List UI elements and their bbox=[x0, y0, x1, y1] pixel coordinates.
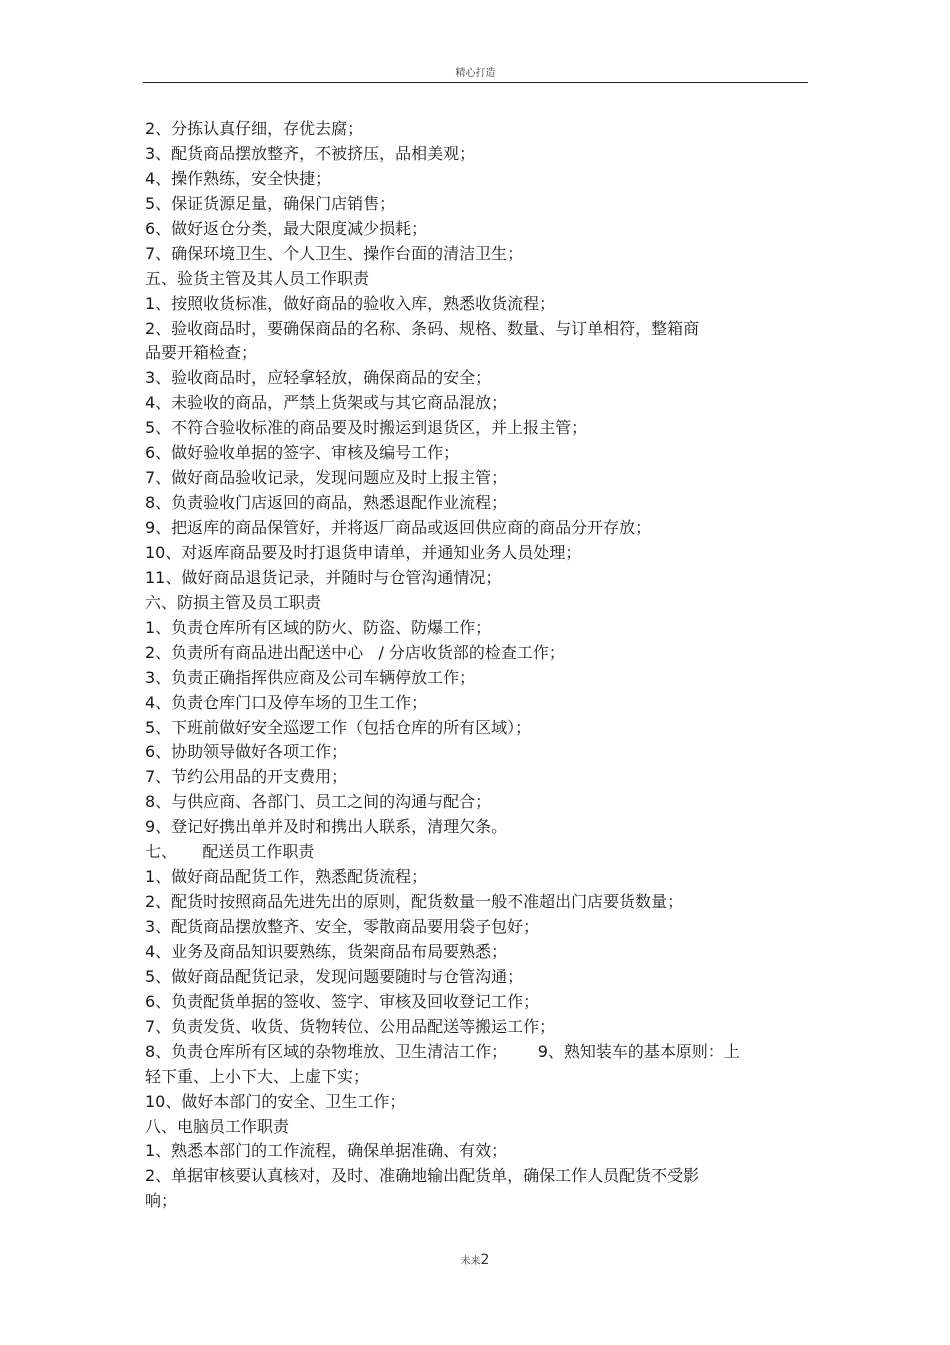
text-line: 品要开箱检查； bbox=[145, 343, 258, 363]
text-line: 3、配货商品摆放整齐，不被挤压，品相美观； bbox=[145, 143, 476, 163]
text-line: 3、配货商品摆放整齐、安全，零散商品要用袋子包好； bbox=[145, 917, 540, 936]
text-line: 6、做好返仓分类，最大限度减少损耗； bbox=[145, 218, 428, 238]
text-line: 8、负责验收门店返回的商品，熟悉退配作业流程； bbox=[145, 493, 508, 513]
text-line: 9、把返库的商品保管好，并将返厂商品或返回供应商的商品分开存放； bbox=[145, 518, 652, 537]
text-line: 八、电脑员工作职责 bbox=[145, 1116, 290, 1136]
text-line: 4、操作熟练，安全快捷； bbox=[145, 168, 332, 188]
text-line: 1、按照收货标准，做好商品的验收入库，熟悉收货流程； bbox=[145, 293, 556, 313]
text-line: 七、 配送员工作职责 bbox=[145, 842, 315, 862]
text-line: 4、负责仓库门口及停车场的卫生工作； bbox=[145, 692, 428, 712]
text-line: 7、负责发货、收货、货物转位、公用品配送等搬运工作； bbox=[145, 1016, 556, 1036]
text-line: 10、对返库商品要及时打退货申请单，并通知业务人员处理； bbox=[145, 542, 582, 562]
text-line: 5、不符合验收标准的商品要及时搬运到退货区，并上报主管； bbox=[145, 418, 588, 438]
text-line: 4、业务及商品知识要熟练，货架商品布局要熟悉； bbox=[145, 941, 508, 961]
page-number: 2 bbox=[480, 1252, 490, 1268]
footer-prefix: 未来 bbox=[460, 1256, 481, 1267]
text-line: 6、协助领导做好各项工作； bbox=[145, 742, 348, 762]
text-line: 9、登记好携出单并及时和携出人联系，清理欠条。 bbox=[145, 817, 508, 837]
text-line: 7、做好商品验收记录，发现问题应及时上报主管； bbox=[145, 468, 508, 488]
text-line: 8、负责仓库所有区域的杂物堆放、卫生清洁工作； 9、熟知装车的基本原则：上 bbox=[145, 1041, 740, 1061]
text-line: 5、下班前做好安全巡逻工作（包括仓库的所有区域）； bbox=[145, 717, 532, 737]
text-line: 11、做好商品退货记录，并随时与仓管沟通情况； bbox=[145, 567, 502, 587]
text-line: 4、未验收的商品，严禁上货架或与其它商品混放； bbox=[145, 393, 508, 413]
text-line: 1、负责仓库所有区域的防火、防盗、防爆工作； bbox=[145, 617, 492, 637]
text-line: 5、保证货源足量，确保门店销售； bbox=[145, 193, 396, 213]
text-line: 7、确保环境卫生、个人卫生、操作台面的清洁卫生； bbox=[145, 243, 524, 263]
text-line: 1、熟悉本部门的工作流程，确保单据准确、有效； bbox=[145, 1141, 508, 1161]
text-line: 6、做好验收单据的签字、审核及编号工作； bbox=[145, 443, 460, 463]
text-line: 10、做好本部门的安全、卫生工作； bbox=[145, 1091, 406, 1111]
text-line: 5、做好商品配货记录，发现问题要随时与仓管沟通； bbox=[145, 966, 524, 986]
text-line: 响； bbox=[145, 1191, 178, 1211]
text-line: 轻下重、上小下大、上虚下实； bbox=[145, 1066, 370, 1086]
page-header: 精心打造 bbox=[455, 68, 496, 79]
document-body bbox=[145, 117, 805, 1214]
text-line: 2、负责所有商品进出配送中心 / 分店收货部的检查工作； bbox=[145, 642, 565, 662]
header-rule bbox=[143, 82, 808, 83]
text-line: 五、验货主管及其人员工作职责 bbox=[145, 268, 370, 288]
text-line: 8、与供应商、各部门、员工之间的沟通与配合； bbox=[145, 792, 492, 812]
text-line: 2、验收商品时，要确保商品的名称、条码、规格、数量、与订单相符，整箱商 bbox=[145, 318, 700, 338]
text-line: 2、配货时按照商品先进先出的原则，配货数量一般不准超出门店要货数量； bbox=[145, 892, 684, 912]
text-line: 3、验收商品时，应轻拿轻放，确保商品的安全； bbox=[145, 368, 492, 388]
page-footer bbox=[0, 1252, 950, 1268]
text-line: 1、做好商品配货工作，熟悉配货流程； bbox=[145, 867, 428, 887]
text-line: 2、单据审核要认真核对，及时、准确地输出配货单，确保工作人员配货不受影 bbox=[145, 1166, 700, 1186]
text-line: 3、负责正确指挥供应商及公司车辆停放工作； bbox=[145, 667, 476, 687]
text-line: 7、节约公用品的开支费用； bbox=[145, 767, 348, 787]
text-line: 2、分拣认真仔细，存优去腐； bbox=[145, 119, 364, 138]
text-line: 6、负责配货单据的签收、签字、审核及回收登记工作； bbox=[145, 991, 540, 1011]
text-line: 六、防损主管及员工职责 bbox=[145, 592, 322, 612]
